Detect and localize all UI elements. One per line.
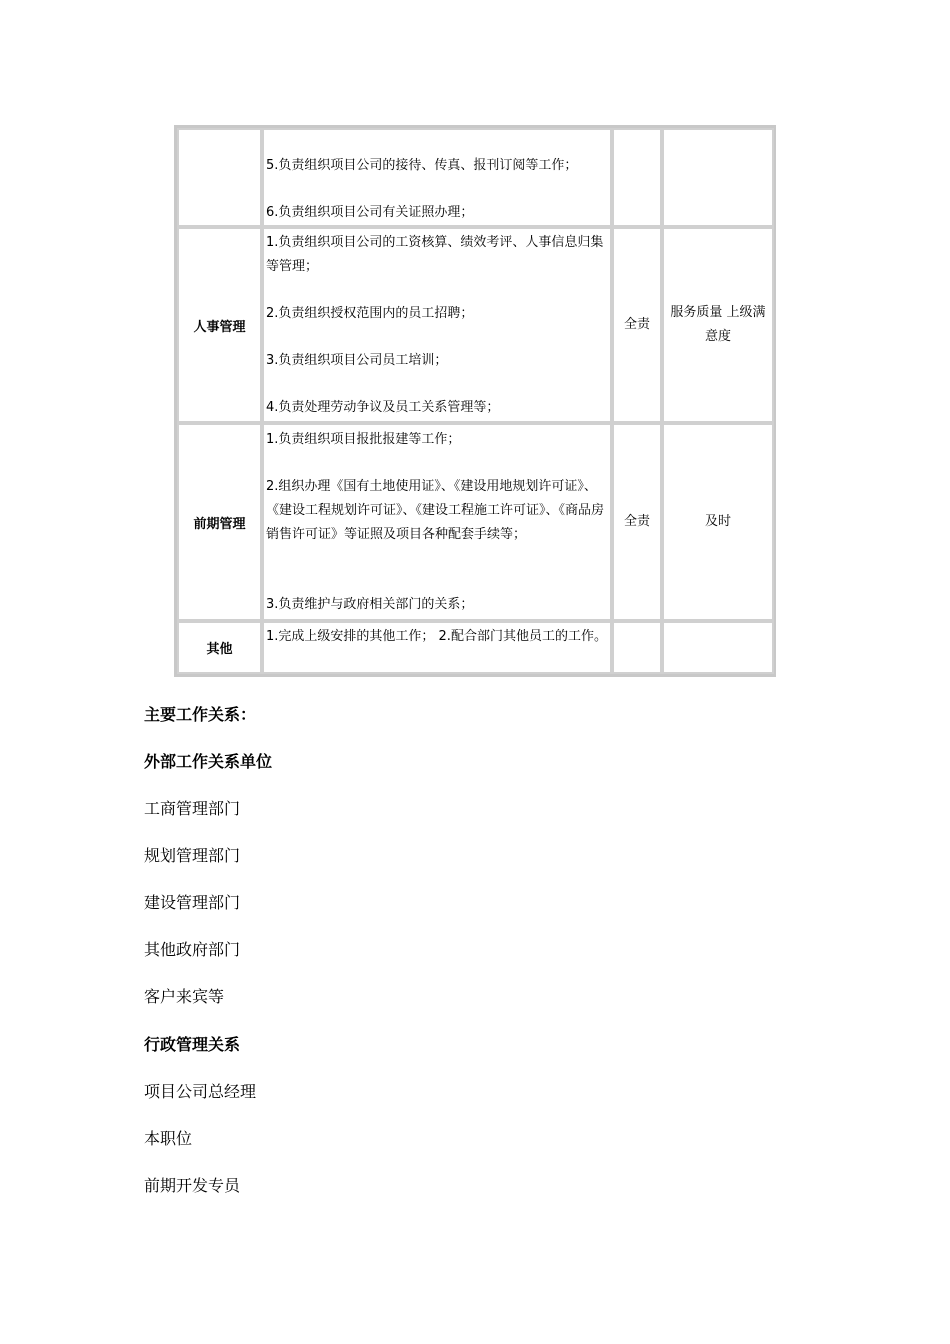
responsibility-cell: 全责 bbox=[612, 227, 662, 423]
relations-heading: 主要工作关系： bbox=[144, 705, 257, 724]
table-row bbox=[177, 227, 773, 423]
duty-item: 6.负责组织项目公司有关证照办理； bbox=[266, 205, 474, 220]
list-item: 前期开发专员 bbox=[144, 1176, 241, 1195]
category-cell: 前期管理 bbox=[177, 423, 262, 621]
responsibility-cell bbox=[612, 128, 662, 227]
list-item: 工商管理部门 bbox=[144, 799, 241, 818]
duty-item: 5.负责组织项目公司的接待、传真、报刊订阅等工作； bbox=[266, 158, 578, 173]
standard-cell bbox=[662, 621, 774, 674]
duty-item: 1.负责组织项目报批报建等工作； bbox=[266, 432, 461, 447]
category-cell: 人事管理 bbox=[177, 227, 262, 423]
table-row bbox=[177, 621, 773, 674]
duties-cell bbox=[262, 423, 612, 621]
responsibility-cell: 全责 bbox=[612, 423, 662, 621]
table-row bbox=[177, 423, 773, 621]
duty-item: 4.负责处理劳动争议及员工关系管理等； bbox=[266, 400, 500, 415]
standard-cell: 及时 bbox=[662, 423, 774, 621]
duty-item: 3.负责组织项目公司员工培训； bbox=[266, 353, 448, 368]
duty-item: 1.完成上级安排的其他工作； 2.配合部门其他员工的工作。 bbox=[266, 629, 607, 644]
admin-relations-heading: 行政管理关系 bbox=[144, 1035, 241, 1054]
table-row bbox=[177, 128, 773, 227]
external-relations-heading: 外部工作关系单位 bbox=[144, 752, 273, 771]
responsibility-cell bbox=[612, 621, 662, 674]
duties-table bbox=[174, 125, 776, 677]
duty-item: 2.组织办理《国有土地使用证》、《建设用地规划许可证》、《建设工程规划许可证》、《建设工程施工许可证》、《商品房销售许可证》等证照及项目各种配套手续等； bbox=[266, 479, 605, 542]
standard-cell: 服务质量 上级满意度 bbox=[662, 227, 774, 423]
category-cell: 其他 bbox=[177, 621, 262, 674]
list-item: 客户来宾等 bbox=[144, 987, 225, 1006]
duty-item: 2.负责组织授权范围内的员工招聘； bbox=[266, 306, 474, 321]
list-item: 规划管理部门 bbox=[144, 846, 241, 865]
list-item: 项目公司总经理 bbox=[144, 1082, 257, 1101]
standard-cell bbox=[662, 128, 774, 227]
list-item: 建设管理部门 bbox=[144, 893, 241, 912]
duties-cell bbox=[262, 128, 612, 227]
list-item: 本职位 bbox=[144, 1129, 193, 1148]
duties-cell bbox=[262, 621, 612, 674]
category-cell bbox=[177, 128, 262, 227]
duty-item: 1.负责组织项目公司的工资核算、绩效考评、人事信息归集等管理； bbox=[266, 235, 604, 274]
duties-cell bbox=[262, 227, 612, 423]
duty-item: 3.负责维护与政府相关部门的关系； bbox=[266, 597, 474, 612]
list-item: 其他政府部门 bbox=[144, 940, 241, 959]
